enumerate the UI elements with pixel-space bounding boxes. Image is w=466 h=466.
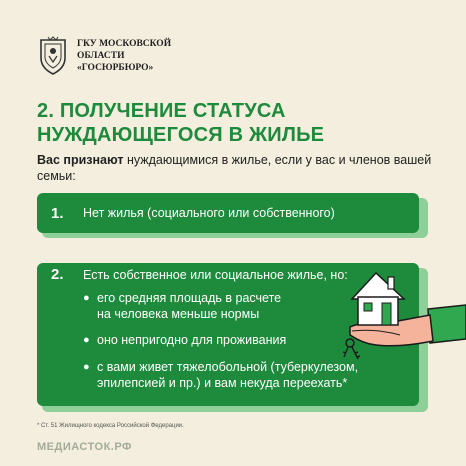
- coat-of-arms-icon: [37, 36, 69, 76]
- org-line: ГКУ МОСКОВСКОЙ: [77, 39, 172, 49]
- header: [37, 36, 171, 76]
- card-text: Есть собственное или социальное жилье, но:: [83, 268, 348, 282]
- org-name: [77, 38, 171, 74]
- page-title: [37, 99, 324, 147]
- card-text: Нет жилья (социального или собственного): [83, 206, 335, 220]
- list-item-line: эпилепсией и пр.) и вам некуда переехать*: [97, 376, 348, 390]
- list-item: [83, 332, 286, 348]
- bullet-icon: ●: [83, 334, 90, 346]
- list-item-line: на человека меньше нормы: [97, 307, 260, 321]
- hand-holding-house-icon: [338, 265, 466, 365]
- footnote: * Ст. 51 Жилищного кодекса Российской Федерации.: [37, 423, 184, 429]
- brand-watermark: МЕДИАСТОК.РФ: [37, 441, 132, 453]
- list-item-line: с вами живет тяжелобольной (туберкулезом,: [97, 360, 359, 374]
- intro-rest: нуждающимися в жилье, если у вас и членов вашей семьи:: [37, 153, 432, 183]
- list-item: [83, 359, 358, 391]
- list-item-line: его средняя площадь в расчете: [97, 291, 282, 305]
- condition-card-1: [37, 193, 419, 233]
- org-line: ОБЛАСТИ: [77, 51, 125, 61]
- card-number: 1.: [51, 204, 64, 222]
- intro-bold: Вас признают: [37, 153, 124, 167]
- bullet-icon: ●: [83, 361, 90, 373]
- list-item: [83, 290, 281, 322]
- bullet-icon: ●: [83, 292, 90, 304]
- org-line: «ГОСЮРБЮРО»: [77, 63, 154, 73]
- title-line: НУЖДАЮЩЕГОСЯ В ЖИЛЬЕ: [37, 124, 325, 146]
- card-number: 2.: [51, 266, 64, 283]
- list-item-line: оно непригодно для проживания: [97, 333, 287, 347]
- intro-text: [37, 152, 437, 184]
- title-line: 2. ПОЛУЧЕНИЕ СТАТУСА: [37, 100, 286, 122]
